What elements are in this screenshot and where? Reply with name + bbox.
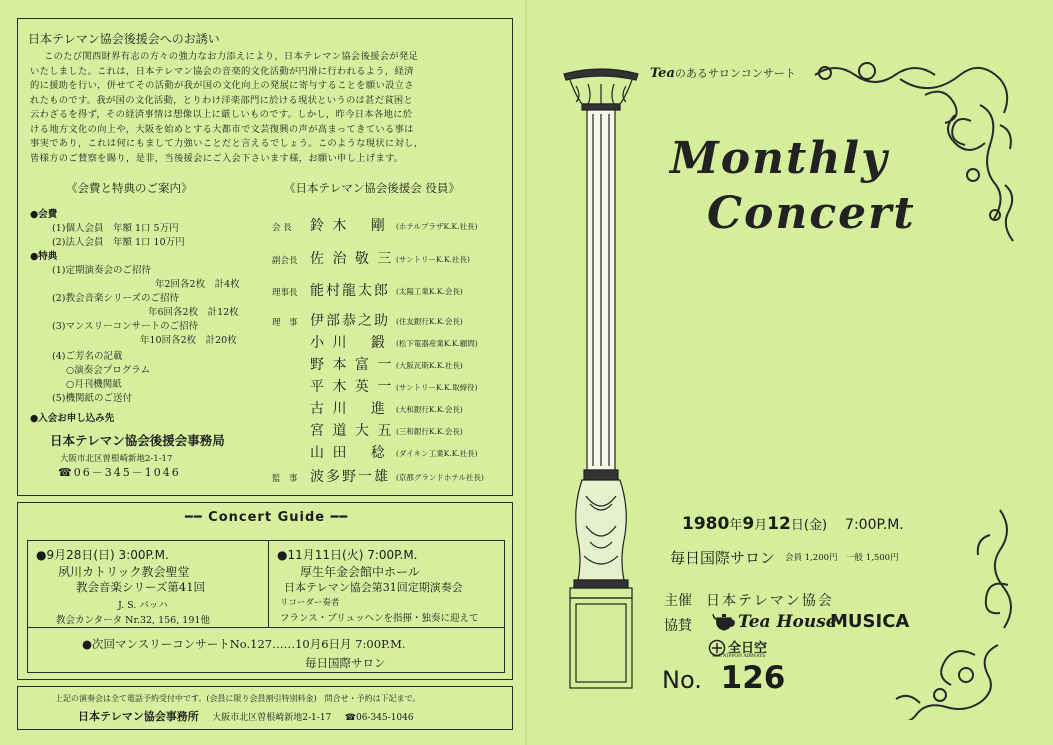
guide-divider [268, 540, 269, 628]
sponsor-tea-house: Tea House [738, 612, 837, 632]
officers-heading: 《日本テレマン協会後援会 役員》 [284, 181, 460, 195]
benefit-4: (4)ご芳名の記載 [52, 351, 123, 362]
footer-address: 大阪市北区曽根崎新地2-1-17 [212, 713, 332, 723]
date-month: 9 [742, 514, 755, 534]
airline-name: 全日空 [728, 641, 768, 656]
benefit-1-detail: 年2回各2枚 計4枚 [155, 279, 240, 290]
date-day-unit: 日 [790, 518, 804, 533]
guide1-series: 教会音楽シリーズ第41回 [76, 580, 206, 594]
sponsor-label: 協賛 [664, 618, 692, 634]
series-subtitle [650, 65, 796, 81]
officer-org: (大和銀行K.K.会長) [396, 405, 463, 414]
footer-contact [78, 708, 414, 724]
intro-line: ける地方文化の向上や，大阪を始めとする大都市で文芸復興の声が高まってきている事は [30, 123, 414, 135]
officer-role: 理事長 [272, 288, 298, 298]
intro-line: 云わざるを得ず，その経済事情は想像以上に厳しいものです。しかし，昨今日本各地に於 [30, 109, 413, 120]
guide1-works: 教会カンタータ Nr.32, 156, 191他 [56, 615, 210, 626]
officer-row [272, 442, 502, 462]
officer-org: (住友銀行K.K.会長) [396, 317, 463, 326]
next-concert-info: ●次回マンスリーコンサートNo.127……10月6日月 7:00P.M. [82, 637, 406, 651]
fold-line [525, 0, 527, 745]
officer-name: 佐 治 敬 三 [310, 251, 394, 267]
airline-subtitle: ALL NIPPON AIRWAYS [712, 654, 766, 659]
office-address: 大阪市北区曽根崎新地2-1-17 [60, 454, 173, 464]
officer-name: 古 川 進 [310, 401, 387, 417]
officer-row [272, 420, 502, 440]
officer-org: (松下電器産業K.K.顧問) [396, 339, 478, 348]
intro-line: 的に援助を行い，併せてその活動が我が国の文化向上の発展に寄与することを願い設立さ [30, 80, 414, 91]
invite-title: 日本テレマン協会後援会へのお誘い [28, 32, 220, 46]
benefit-5: (5)機関紙のご送付 [52, 393, 132, 404]
concert-date [682, 514, 904, 534]
officer-row [272, 376, 502, 396]
teapot-icon [712, 610, 736, 632]
guide2-sub: リコーダー奏者 [280, 598, 340, 608]
officer-row [272, 332, 502, 352]
ticket-price: 会員 1,200円 一般 1,500円 [785, 553, 899, 563]
officer-row [272, 354, 502, 374]
footer-note: 上記の演奏会は全て電話予約受付中です。(会員に限り会員割引特別料金) 問合せ・予約は下記まで。 [55, 694, 421, 703]
fee-corporate: (2)法人会員 年額 1口 10万円 [52, 237, 185, 248]
issue-number [662, 660, 785, 696]
footer-phone: ☎06-345-1046 [344, 713, 414, 723]
column-illustration [556, 56, 646, 696]
concert-guide-title: ━━ Concert Guide ━━ [185, 510, 349, 525]
officer-org: (京都グランドホテル社長) [396, 473, 484, 482]
officer-role: 副会長 [272, 256, 298, 266]
officer-row [272, 466, 502, 486]
officer-name: 波多野一雄 [310, 469, 390, 485]
series-rest: のあるサロンコンサート [674, 67, 796, 80]
footer-org: 日本テレマン協会事務所 [78, 710, 199, 723]
officer-role: 会 長 [272, 223, 292, 233]
officer-org: (三和銀行K.K.会長) [396, 427, 463, 436]
officer-org: (サントリーK.K.取締役) [396, 383, 478, 392]
title-concert: Concert [707, 188, 916, 239]
date-year-unit: 年 [729, 518, 743, 533]
benefit-2-detail: 年6回各2枚 計12枚 [148, 307, 239, 318]
intro-line: いたしました。これは，日本テレマン協会の音楽的文化活動が円滑に行われるよう，経済 [30, 65, 414, 77]
benefit-4-b: ○月刊機関紙 [66, 379, 122, 390]
officer-org: (サントリーK.K.社長) [396, 255, 470, 264]
office-name: 日本テレマン協会後援会事務局 [50, 433, 225, 448]
officer-name: 伊部恭之助 [310, 313, 390, 329]
sponsor-musica: MUSICA [830, 611, 910, 632]
guide2-series: 日本テレマン協会第31回定期演奏会 [284, 581, 463, 594]
guide2-date: ●11月11日(火) 7:00P.M. [277, 548, 418, 562]
benefit-3: (3)マンスリーコンサートのご招待 [52, 321, 199, 332]
intro-line: 皆様方のご賛察を賜り，是非，当後援会にご入会下さいます様，お願い申し上げます。 [30, 152, 404, 164]
benefit-2: (2)教会音楽シリーズのご招待 [52, 293, 179, 304]
benefit-heading: ●特典 [30, 251, 58, 262]
organizer: 日本テレマン協会 [706, 593, 834, 609]
officer-org: (ホテルプラザK.K.社長) [396, 222, 478, 231]
date-time: 7:00P.M. [845, 517, 904, 533]
officer-org: (大阪瓦斯K.K.社長) [396, 361, 463, 370]
concert-venue: 毎日国際サロン [670, 549, 776, 567]
officer-row [272, 280, 502, 300]
intro-line: れたものです。我が国の文化活動，とりわけ洋楽部門に於ける現状というのは甚だ貧困と [30, 94, 414, 106]
intro-line: このたび関西財界有志の方々の強力なお力添えにより，日本テレマン協会後援会が発足 [44, 51, 419, 62]
guide1-composer: J. S. バッハ [118, 600, 168, 611]
guide1-venue: 夙川カトリック教会聖堂 [58, 565, 190, 579]
officer-name: 鈴 木 剛 [310, 218, 387, 234]
fee-individual: (1)個人会員 年額 1口 5万円 [52, 223, 179, 234]
officer-row [272, 398, 502, 418]
officer-row [272, 248, 502, 268]
organizer-label: 主催 [664, 593, 692, 609]
guide1-date: ●9月28日(日) 3:00P.M. [36, 548, 169, 562]
benefit-4-a: ○演奏会プログラム [66, 365, 151, 376]
officer-name: 野 本 富 一 [310, 357, 394, 373]
benefit-1: (1)定期演奏会のご招待 [52, 265, 151, 276]
officer-role: 理 事 [272, 318, 298, 328]
series-tea: Tea [650, 66, 675, 81]
date-day: 12 [767, 514, 791, 534]
intro-text [30, 50, 478, 166]
officer-row [272, 310, 502, 330]
date-weekday: (金) [803, 518, 828, 533]
apply-heading: ●入会お申し込み先 [30, 413, 115, 424]
officer-name: 宮 道 大 五 [310, 423, 394, 439]
officer-org: (太陽工業K.K.会長) [396, 287, 463, 296]
date-year: 1980 [682, 514, 730, 534]
issue-label: No. [662, 666, 702, 694]
intro-line: 事実であり，これは何にもまして力強いことだと言えるでしょう。このような現状に対し， [30, 138, 424, 149]
next-concert-venue: 毎日国際サロン [305, 656, 386, 670]
title-monthly: Monthly [670, 133, 889, 184]
officer-org: (ダイキン工業K.K.社長) [396, 449, 478, 458]
issue-value: 126 [720, 660, 786, 696]
officer-name: 小 川 鍛 [310, 335, 387, 351]
officer-name: 平 木 英 一 [310, 379, 394, 395]
fee-heading: ●会費 [30, 209, 58, 220]
office-phone: ☎06－345－1046 [58, 466, 181, 479]
benefit-3-detail: 年10回各2枚 計20枚 [140, 335, 237, 346]
officer-name: 山 田 稔 [310, 445, 387, 461]
officer-role: 監 事 [272, 474, 298, 484]
guide2-venue: 厚生年金会館中ホール [300, 565, 420, 579]
membership-heading: 《会費と特典のご案内》 [66, 181, 193, 195]
officer-name: 能村龍太郎 [310, 283, 390, 299]
date-month-unit: 月 [754, 518, 768, 533]
guide2-guest: フランス・ブリュッヘンを指揮・独奏に迎えて [280, 613, 479, 624]
officer-row [272, 215, 502, 235]
